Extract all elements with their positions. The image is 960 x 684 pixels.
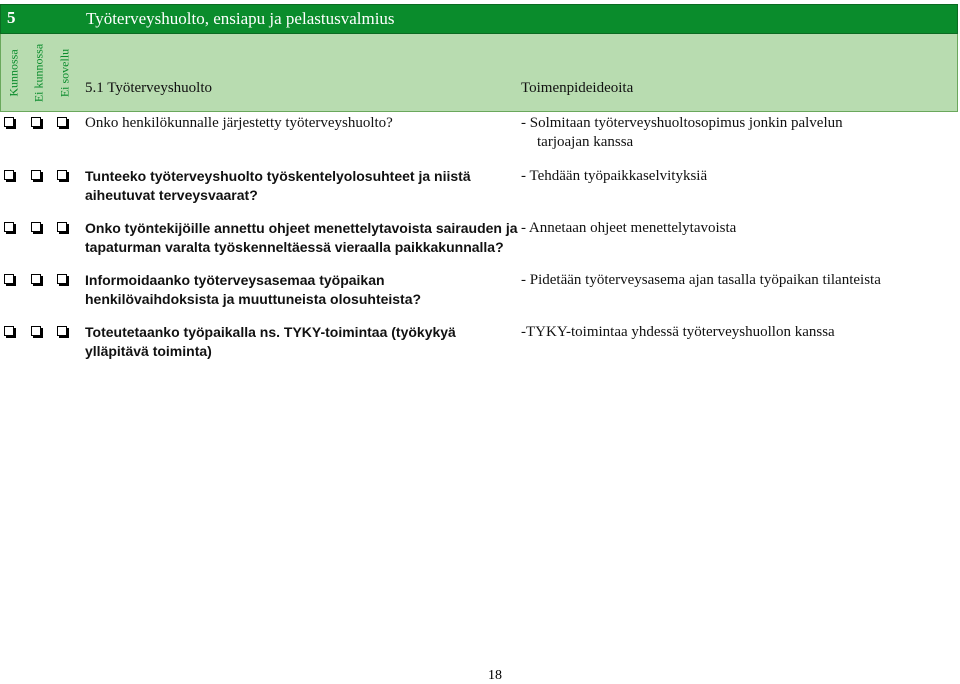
checkbox-ei-kunnossa[interactable] <box>31 274 41 284</box>
checkbox-ei-sovellu[interactable] <box>57 326 67 336</box>
checkbox-kunnossa[interactable] <box>4 117 14 127</box>
checkbox-kunnossa[interactable] <box>4 326 14 336</box>
question-text: Informoidaanko työterveysasemaa työpaikan henkilövaihdoksista ja muuttuneista olosuhteista? <box>85 272 422 307</box>
measure-text: - Pidetään työterveysasema ajan tasalla työpaikan tilanteista <box>521 272 881 288</box>
checkbox-ei-kunnossa[interactable] <box>31 117 41 127</box>
question-text: Onko henkilökunnalle järjestetty työterveyshuolto? <box>85 115 393 131</box>
checkbox-ei-kunnossa[interactable] <box>31 170 41 180</box>
column-header-ei-sovellu: Ei sovellu <box>57 48 72 98</box>
checkbox-ei-sovellu[interactable] <box>57 117 67 127</box>
measure-text: -TYKY-toimintaa yhdessä työterveyshuollon kanssa <box>521 324 835 340</box>
checkbox-ei-sovellu[interactable] <box>57 222 67 232</box>
measure-line: - Solmitaan työterveyshuoltosopimus jonkin palvelun <box>521 115 843 131</box>
checkbox-ei-sovellu[interactable] <box>57 274 67 284</box>
question-text: Toteutetaanko työpaikalla ns. TYKY-toimintaa (työkykyä ylläpitävä toiminta) <box>85 324 456 359</box>
measure-line-continued: tarjoajan kanssa <box>537 134 634 150</box>
checkbox-ei-sovellu[interactable] <box>57 170 67 180</box>
measure-text: - Tehdään työpaikkaselvityksiä <box>521 168 708 184</box>
column-header-band <box>0 34 958 112</box>
measure-text: - Annetaan ohjeet menettelytavoista <box>521 220 737 236</box>
section-number: 5 <box>7 8 16 27</box>
question-text: Tunteeko työterveyshuolto työskentelyolosuhteet ja niistä aiheutuvat terveysvaarat? <box>85 168 471 203</box>
page-number: 18 <box>488 668 502 683</box>
measure-text <box>521 114 951 152</box>
subsection-title: 5.1 Työterveyshuolto <box>85 80 212 96</box>
checkbox-ei-kunnossa[interactable] <box>31 326 41 336</box>
section-title: Työterveyshuolto, ensiapu ja pelastusvalmius <box>86 9 395 28</box>
checkbox-kunnossa[interactable] <box>4 222 14 232</box>
section-title-bar <box>0 4 958 34</box>
question-text: Onko työntekijöille annettu ohjeet menettelytavoista sairauden ja tapaturman varalta työskenneltäessä vieraalla paikkakunnalla? <box>85 220 518 255</box>
column-header-ei-kunnossa: Ei kunnossa <box>31 43 46 103</box>
measures-header: Toimenpideideoita <box>521 80 634 96</box>
checkbox-kunnossa[interactable] <box>4 170 14 180</box>
checkbox-ei-kunnossa[interactable] <box>31 222 41 232</box>
column-header-kunnossa: Kunnossa <box>6 49 21 97</box>
checkbox-kunnossa[interactable] <box>4 274 14 284</box>
